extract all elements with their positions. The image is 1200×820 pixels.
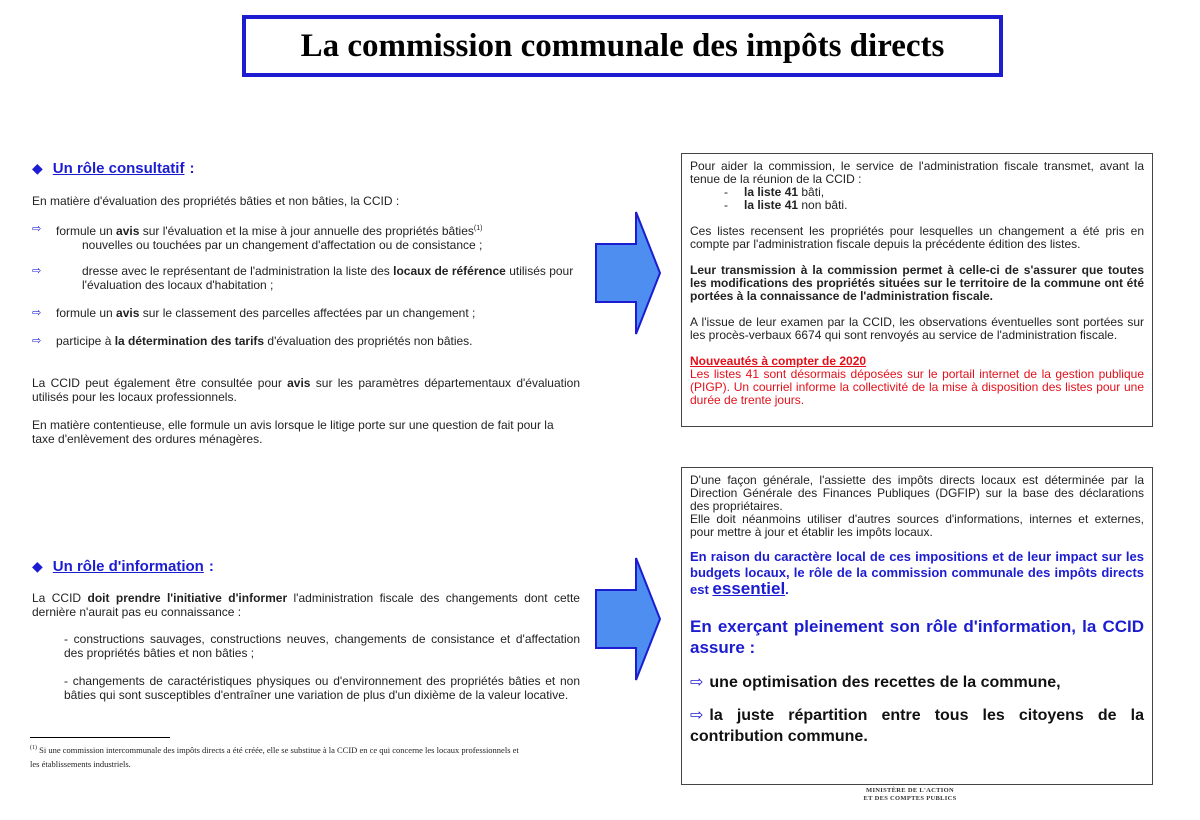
list-item-text <box>744 199 847 212</box>
para-pre: En raison du caractère local de ces impositions et de leur impact sur les budgets locaux, le rôle de la commission communale des impôts directs est <box>690 549 1144 597</box>
bullet-text-pre: formule un <box>56 306 117 320</box>
news-text: Les listes 41 sont désormais déposées sur le portail internet de la gestion publique (PIGP). Un courriel informe la collectivité de la mise à disposition des listes pour une durée de trente jours. <box>690 367 1144 407</box>
bullet-text-post: sur l'évaluation et la mise à jour annuelle des propriétés bâties <box>139 224 474 238</box>
information-item-1: - constructions sauvages, constructions neuves, changements de consistance et d'affectation des propriétés bâties et non bâties ; <box>64 632 580 660</box>
section-heading-consultatif <box>32 160 194 177</box>
footnote-mark: (1) <box>30 745 37 751</box>
consultatif-intro: En matière d'évaluation des propriétés bâties et non bâties, la CCID : <box>32 194 400 208</box>
bullet-text-post: utilisés pour l'évaluation des locaux d'habitation ; <box>82 264 574 292</box>
news-title: Nouveautés à compter de 2020 <box>690 354 867 368</box>
footnote-text: Si une commission intercommunale des impôts directs a été créée, elle se substitue à la CCID en ce qui concerne les locaux professionnels et les établissements industriels. <box>30 744 519 769</box>
bullet-text <box>56 334 473 348</box>
box2-paragraph-3 <box>690 549 1144 598</box>
box2-point-1 <box>690 672 1144 693</box>
listes-list <box>690 186 1144 212</box>
bullet-text-pre: formule un <box>56 224 117 238</box>
consultatif-paragraph-1 <box>32 376 580 404</box>
page-title: La commission communale des impôts directs <box>300 27 945 64</box>
footnote-marker: (1) <box>473 225 483 232</box>
arrow-bullet-icon: ⇨ <box>32 265 42 277</box>
info-box-role <box>681 467 1153 785</box>
point-text: la juste répartition entre tous les citoyens de la contribution commune. <box>690 707 1144 745</box>
box2-point-2 <box>690 705 1144 747</box>
footnote <box>30 741 530 771</box>
bullet-text-bold: avis <box>116 224 140 238</box>
info-box-listes <box>681 153 1153 427</box>
list-item-bold: la liste 41 <box>744 185 799 199</box>
arrow-bullet-icon: ⇨ <box>32 307 42 319</box>
para-pre: La CCID peut également être consultée pour <box>32 376 288 390</box>
emphasis-essentiel: essentiel <box>712 579 786 598</box>
bullet-text-post: sur le classement des parcelles affectées par un changement ; <box>139 306 476 320</box>
right-arrow-icon <box>594 556 662 682</box>
box2-paragraph-1: D'une façon générale, l'assiette des impôts directs locaux est déterminée par la Direction Générale des Finances Publiques (DGFIP) sur la base des déclarations des propriétaires. <box>690 473 1144 513</box>
list-item-rest: non bâti. <box>798 198 848 212</box>
box1-paragraph-3: Leur transmission à la commission permet à celle-ci de s'assurer que toutes les modifications des propriétés situées sur le territoire de la commune ont été portées à la connaissance de l'administration fiscale. <box>690 263 1144 303</box>
information-item-2: - changements de caractéristiques physiques ou d'environnement des propriétés bâties et non bâties qui sont susceptibles d'entraîner une variation de plus d'un dixième de la valeur locative. <box>64 674 580 702</box>
para-post: sur les paramètres départementaux d'évaluation utilisés pour les locaux professionnels. <box>32 376 580 404</box>
right-arrow-icon <box>594 210 662 336</box>
para-bold: avis <box>287 376 311 390</box>
information-intro <box>32 591 580 619</box>
heading-colon: : <box>208 558 214 575</box>
para-post: . <box>785 582 789 597</box>
intro-pre: La CCID <box>32 591 88 605</box>
dash: - <box>724 185 728 199</box>
box1-paragraph-1: Pour aider la commission, le service de l'administration fiscale transmet, avant la tenue de la réunion de la CCID : <box>690 159 1144 186</box>
heading-label: Un rôle consultatif <box>52 160 185 177</box>
list-item-rest: bâti, <box>798 185 825 199</box>
title-box <box>242 15 1003 77</box>
intro-bold: doit prendre l'initiative d'informer <box>87 591 288 605</box>
consultatif-bullet-2 <box>32 264 587 292</box>
list-item-bold: la liste 41 <box>744 198 799 212</box>
bullet-text <box>56 222 482 238</box>
arrow-bullet-icon: ⇨ <box>32 335 42 347</box>
box1-paragraph-4: A l'issue de leur examen par la CCID, les observations éventuelles sont portées sur les procès-verbaux 6674 qui sont renvoyés au service de l'administration fiscale. <box>690 315 1144 342</box>
point-text: une optimisation des recettes de la commune, <box>709 674 1061 691</box>
arrow-bullet-icon: ⇨ <box>690 674 704 691</box>
dash: - <box>724 198 728 212</box>
diamond-bullet-icon: ◆ <box>32 558 43 574</box>
bullet-text <box>56 306 475 320</box>
consultatif-bullet-1 <box>32 222 592 252</box>
ministry-line-1: MINISTÈRE DE L'ACTION <box>866 787 954 794</box>
bullet-text-bold: avis <box>116 306 140 320</box>
bullet-text-post: d'évaluation des propriétés non bâties. <box>264 334 473 348</box>
consultatif-bullet-4 <box>32 334 592 348</box>
heading-colon: : <box>189 160 195 177</box>
bullet-text-continued: nouvelles ou touchées par un changement d'affectation ou de consistance ; <box>82 238 483 252</box>
bullet-text <box>82 264 587 292</box>
box2-paragraph-4: En exerçant pleinement son rôle d'information, la CCID assure : <box>690 617 1144 657</box>
footnote-rule <box>30 737 170 738</box>
bullet-text-bold: la détermination des tarifs <box>114 334 265 348</box>
bullet-text-pre: dresse avec le représentant de l'administration la liste des <box>82 264 394 278</box>
ministry-line-2: ET DES COMPTES PUBLICS <box>863 795 957 802</box>
box1-paragraph-2: Ces listes recensent les propriétés pour lesquelles un changement a été pris en compte par l'administration fiscale depuis la précédente édition des listes. <box>690 224 1144 251</box>
ministry-logo <box>860 787 960 803</box>
heading-label: Un rôle d'information <box>52 558 204 575</box>
arrow-bullet-icon: ⇨ <box>690 707 704 724</box>
consultatif-bullet-3 <box>32 306 592 320</box>
diamond-bullet-icon: ◆ <box>32 160 43 176</box>
list-item <box>690 199 1144 212</box>
bullet-text-bold: locaux de référence <box>393 264 506 278</box>
arrow-bullet-icon: ⇨ <box>32 223 42 235</box>
consultatif-paragraph-2: En matière contentieuse, elle formule un avis lorsque le litige porte sur une question de fait pour la taxe d'enlèvement des ordures ménagères. <box>32 418 554 446</box>
box2-paragraph-2: Elle doit néanmoins utiliser d'autres sources d'informations, internes et externes, pour mettre à jour et établir les impôts locaux. <box>690 512 1144 539</box>
section-heading-information <box>32 558 214 575</box>
bullet-text-pre: participe à <box>56 334 115 348</box>
intro-post: l'administration fiscale des changements dont cette dernière n'aurait pas eu connaissance : <box>32 591 580 619</box>
